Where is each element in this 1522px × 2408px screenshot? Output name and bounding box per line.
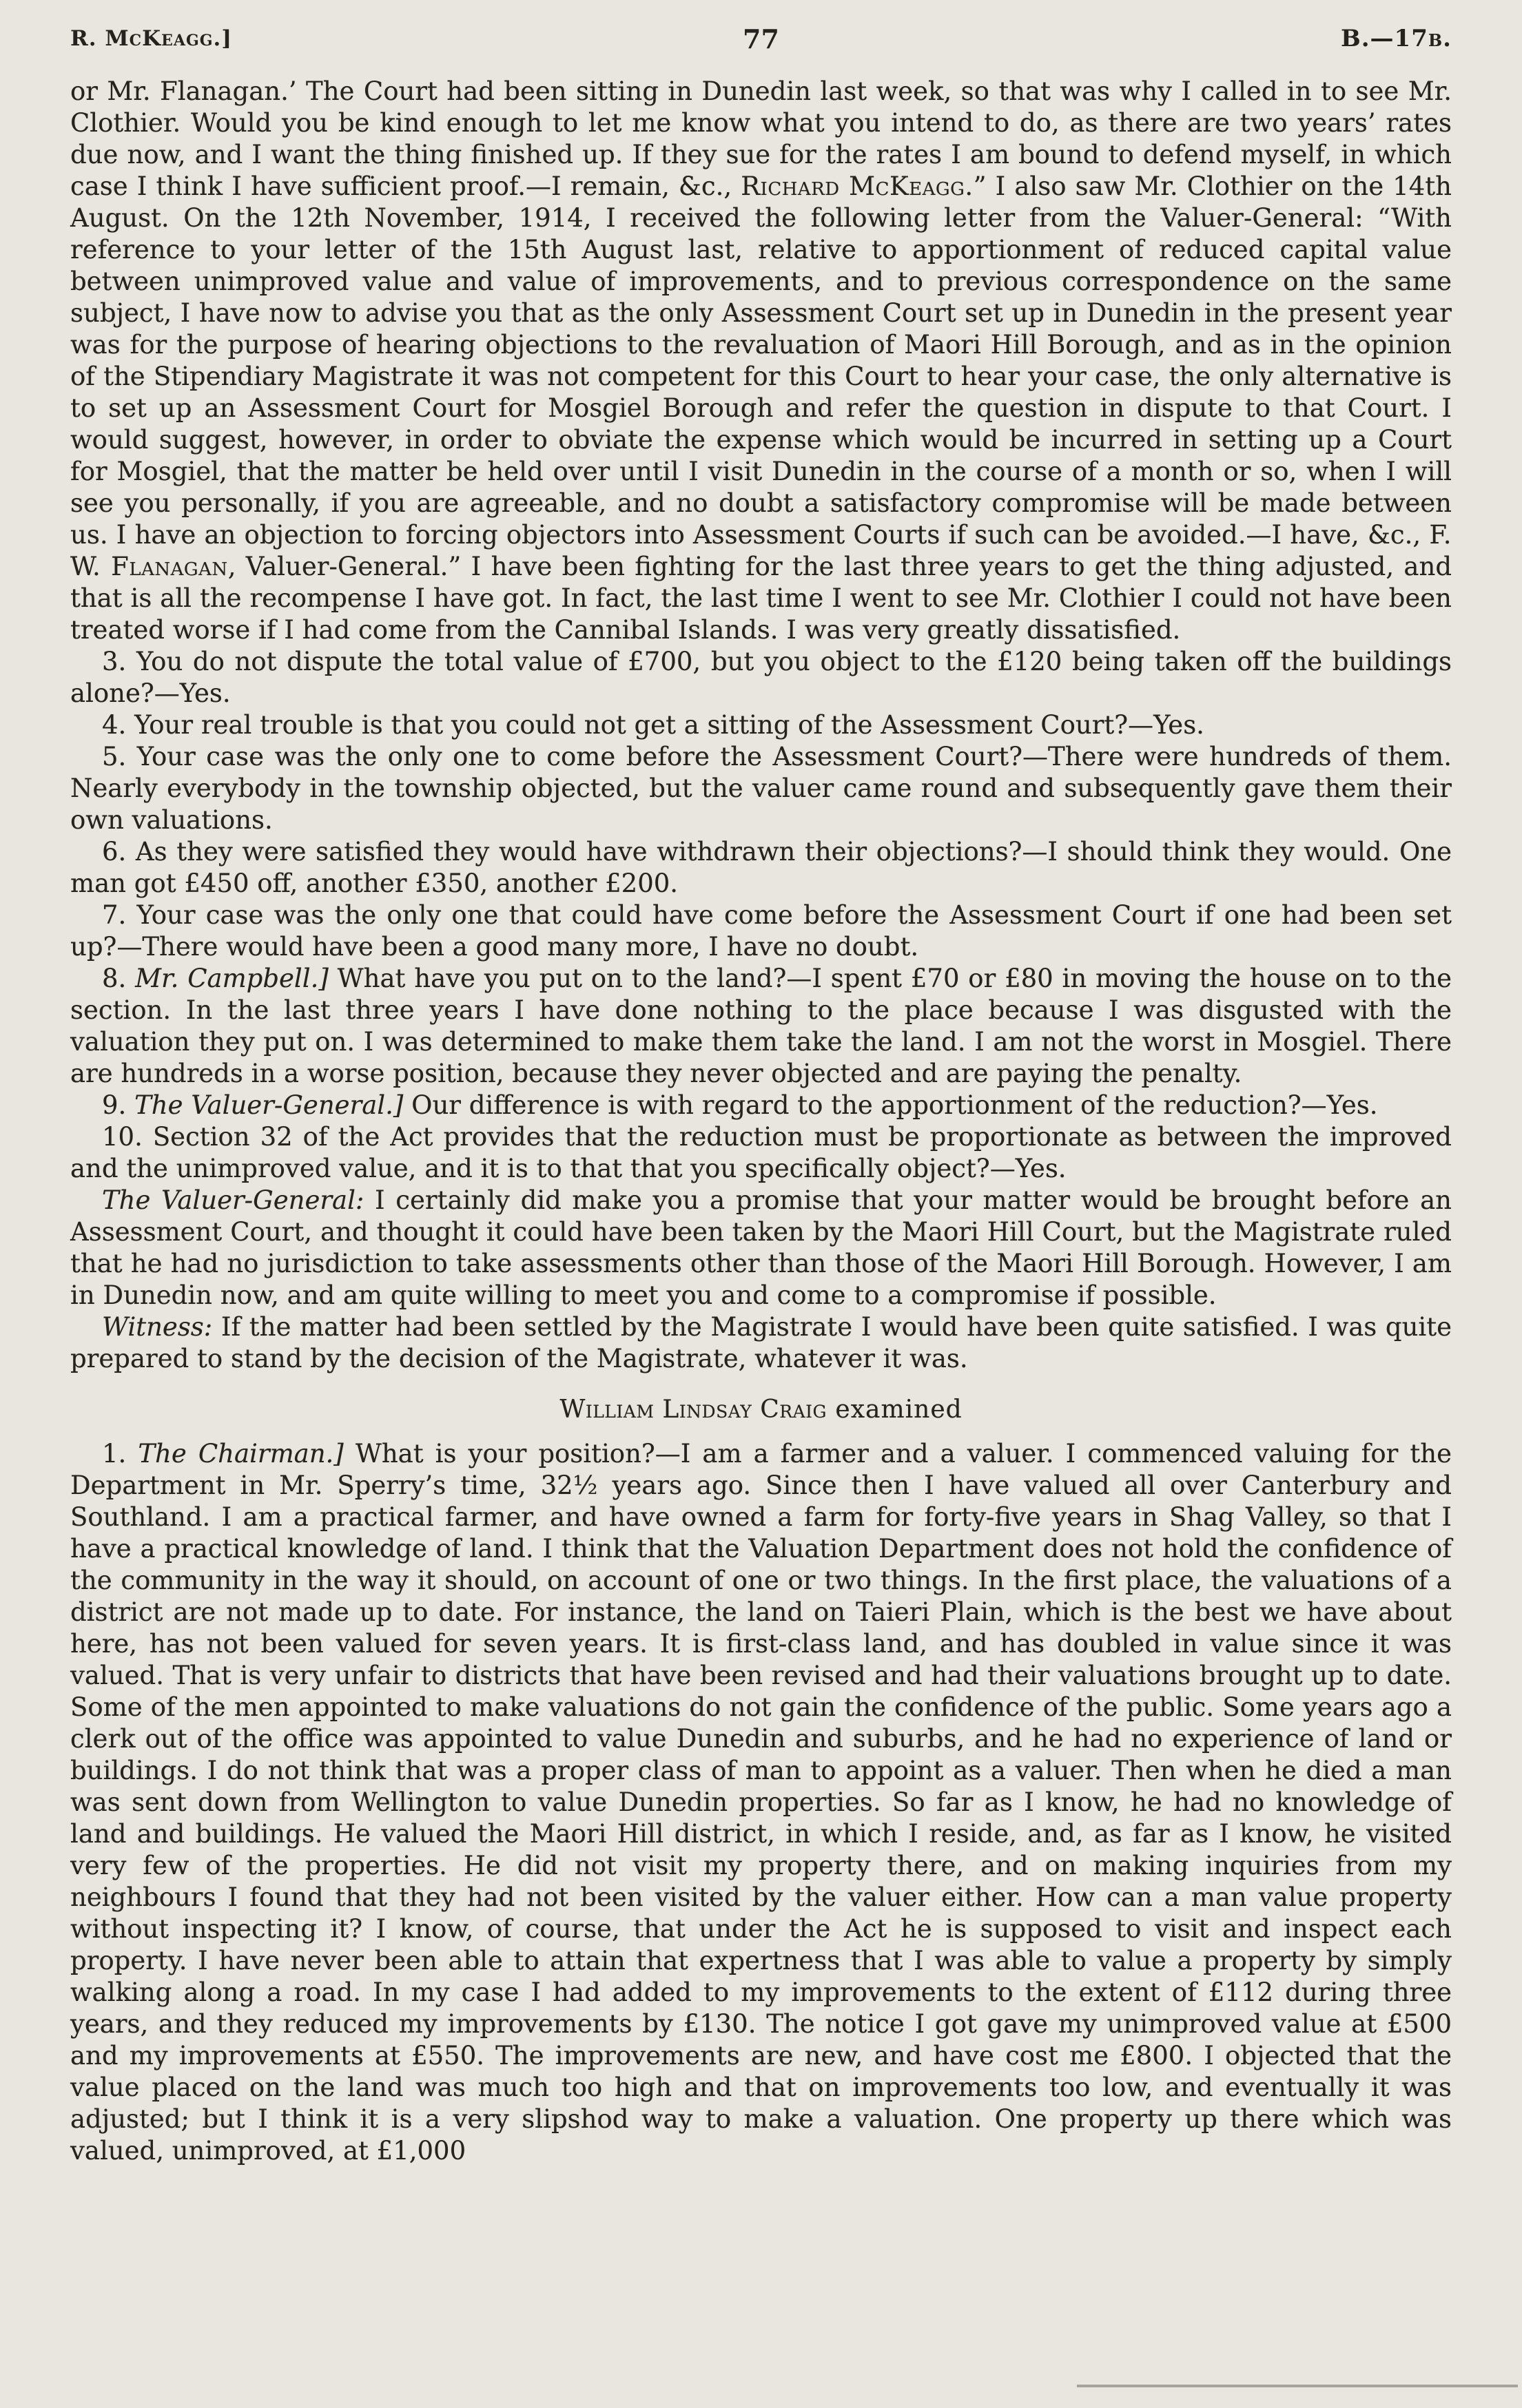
text-run: The Valuer-General: [102,1185,364,1215]
text-run: 9. [102,1090,135,1120]
paragraph [70,741,1452,836]
paragraph [70,963,1452,1090]
text-run: 1. [102,1439,138,1468]
text-run: ” I also saw Mr. Clothier on the 14th August. On the 12th November, 1914, I received the following letter from the Valuer-General: “With reference to your letter of the 15th August last, relative to apportionment of reduced capital value between unimproved value and value of improvements, and to previous correspondence on the same subject, I have now to advise you that as the only Assessment Court set up in Dunedin in the present year was for the purpose of hearing objections to the revaluation of Maori Hill Borough, and as in the opinion of the Stipendiary Magistrate it was not competent for this Court to hear your case, the only alternative is to set up an Assessment Court for Mosgiel Borough and refer the question in dispute to that Court. I would suggest, however, in order to obviate the expense which would be incurred in setting up a Court for Mosgiel, that the matter be held over until I visit Dunedin in the course of a month or so, when I will see you personally, if you are agreeable, and no doubt a satisfactory compromise will be made between us. I have an objection to forcing objectors into Assessment Courts if such can be avoided.—I have, &c., [70,172,1452,550]
running-header-witness: R. McKeagg.] [70,26,232,51]
text-run: Witness: [102,1312,213,1342]
text-run: If the matter had been settled by the Magistrate I would have been quite satisfied. I was quite prepared to stand by the decision of the Magistrate, whatever it was. [70,1312,1452,1373]
text-run: The Chairman.] [138,1439,344,1468]
scan-artifact-line [1077,2385,1518,2387]
paragraph [70,1185,1452,1311]
text-run: F. W. Flanagan [70,520,1452,581]
paragraph [70,1090,1452,1121]
text-run: or Mr. Flanagan.’ The Court had been sitting in Dunedin last week, so that was why I called in to see Mr. Clothier. Would you be kind enough to let me know what you intend to do, as there are two years’ rates due now, and I want the thing finished up. If they sue for the rates I am bound to defend myself, in which case I think I have sufficient proof.—I remain, &c., [70,76,1452,201]
text-run: The Valuer-General.] [134,1090,404,1120]
paper-reference: B.—17b. [1340,25,1452,52]
text-run: 5. Your case was the only one to come before the Assessment Court?—There were hundreds of them. Nearly everybody in the township objected, but the valuer came round and subsequently gave them their own valuations. [70,742,1452,835]
text-run: , Valuer-General.” I have been fighting for the last three years to get the thing adjusted, and that is all the recompense I have got. In fact, the last time I went to see Mr. Clothier I could not have been treated worse if I had come from the Cannibal Islands. I was very greatly dissatisfied. [70,552,1452,645]
paragraph [70,709,1452,741]
running-header [70,23,1452,68]
paragraph [70,76,1452,646]
text-run: 10. Section 32 of the Act provides that the reduction must be proportionate as between the improved and the unimproved value, and it is to that that you specifically object?—Yes. [70,1122,1452,1183]
paragraph [70,646,1452,709]
document-body [70,76,1452,2167]
text-run: examined [826,1395,963,1424]
text-run: What is your position?—I am a farmer and a valuer. I commenced valuing for the Department in Mr. Sperry’s time, 32½ years ago. Since then I have valued all over Canterbury and Southland. I am a practical farmer, and have owned a farm for forty-five years in Shag Valley, so that I have a practical knowledge of land. I think that the Valuation Department does not hold the confidence of the community in the way it should, on account of one or two things. In the first place, the valuations of a district are not made up to date. For instance, the land on Taieri Plain, which is the best we have about here, has not been valued for seven years. It is first-class land, and has doubled in value since it was valued. That is very unfair to districts that have been revised and had their valuations brought up to date. Some of the men appointed to make valuations do not gain the confidence of the public. Some years ago a clerk out of the office was appointed to value Dunedin and suburbs, and he had no experience of land or buildings. I do not think that was a proper class of man to appoint as a valuer. Then when he died a man was sent down from Wellington to value Dunedin properties. So far as I know, he had no knowledge of land and buildings. He valued the Maori Hill district, in which I reside, and, as far as I know, he visited very few of the properties. He did not visit my property there, and on making inquiries from my neighbours I found that they had not been visited by the valuer either. How can a man value property without inspecting it? I know, of course, that under the Act he is supposed to visit and inspect each property. I have never been able to attain that expertness that I was able to value a property by simply walking along a road. In my case I had added to my improvements to the extent of £112 during three years, and they reduced my improvements by £130. The notice I got gave my unimproved value at £500 and my improvements at £550. The improvements are new, and have cost me £800. I objected that the value placed on the land was much too high and that on improvements too low, and eventually it was adjusted; but I think it is a very slipshod way to make a valuation. One property up there which was valued, unimproved, at £1,000 [70,1439,1452,2166]
paragraph [70,836,1452,900]
paragraph [70,1438,1452,2167]
text-run: Our difference is with regard to the apportionment of the reduction?—Yes. [403,1090,1378,1120]
text-run: 3. You do not dispute the total value of £700, but you object to the £120 being taken off the buildings alone?—Yes. [70,647,1452,708]
text-run: William Lindsay Craig [559,1395,827,1424]
text-run: I certainly did make you a promise that your matter would be brought before an Assessment Court, and thought it could have been taken by the Maori Hill Court, but the Magistrate ruled that he had no jurisdiction to take assessments other than those of the Maori Hill Borough. However, I am in Dunedin now, and am quite willing to meet you and come to a compromise if possible. [70,1185,1452,1310]
text-run: Richard McKeagg. [741,172,974,201]
text-run: 8. [102,964,136,993]
paragraph [70,1311,1452,1375]
text-run: 6. As they were satisfied they would have withdrawn their objections?—I should think they would. One man got £450 off, another £350, another £200. [70,837,1452,898]
text-run: Mr. Campbell.] [135,964,329,993]
paragraph [70,900,1452,963]
section-heading [70,1394,1452,1426]
paragraph [70,1121,1452,1185]
text-run: 4. Your real trouble is that you could not get a sitting of the Assessment Court?—Yes. [102,710,1204,740]
text-run: 7. Your case was the only one that could have come before the Assessment Court if one had been set up?—There would have been a good many more, I have no doubt. [70,900,1452,962]
page-number: 77 [743,23,779,54]
text-run: What have you put on to the land?—I spent £70 or £80 in moving the house on to the section. In the last three years I have done nothing to the place because I was disgusted with the valuation they put on. I was determined to make them take the land. I am not the worst in Mosgiel. There are hundreds in a worse position, because they never objected and are paying the penalty. [70,964,1452,1088]
